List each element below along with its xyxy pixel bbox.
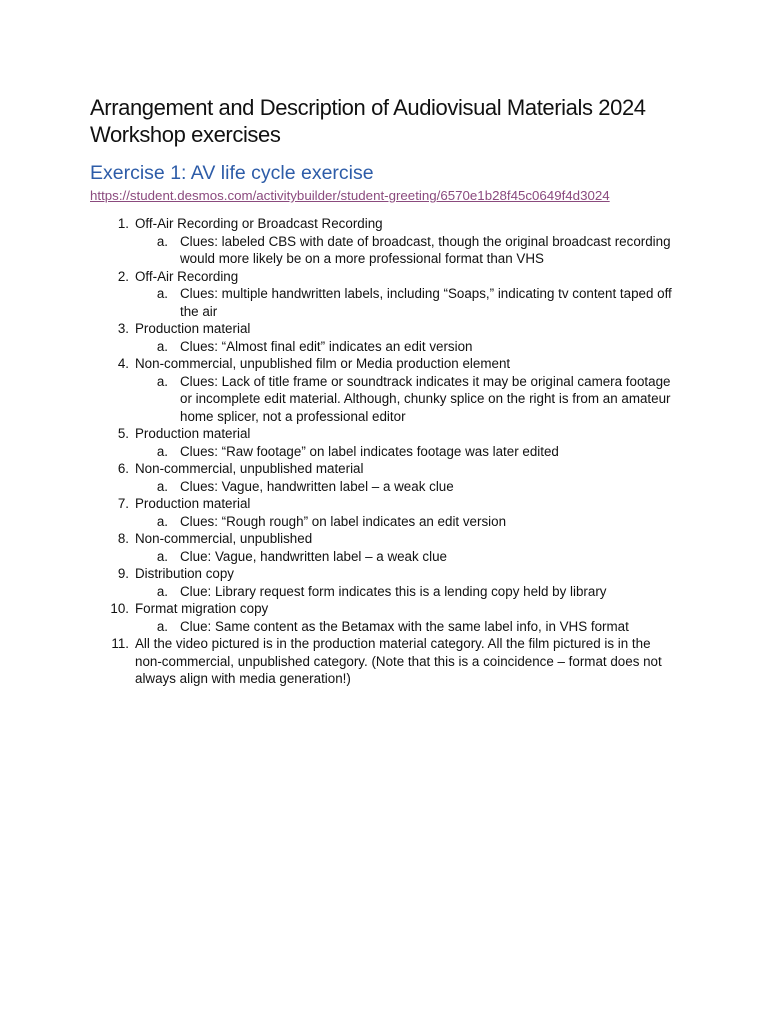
answer-item: [90, 565, 680, 600]
answer-clue-letter: a.: [156, 618, 168, 634]
answer-item-number: 9.: [117, 566, 129, 581]
answer-list: [90, 215, 680, 688]
answer-clue: [135, 443, 680, 461]
answer-clue-text: Clues: “Almost final edit” indicates an edit version: [180, 338, 473, 354]
answer-clue-letter: a.: [156, 443, 168, 459]
answer-clue-text: Clues: Vague, handwritten label – a weak clue: [180, 478, 454, 494]
answer-item: [90, 268, 680, 321]
answer-item: [90, 425, 680, 460]
answer-item-number: 4.: [117, 356, 129, 371]
answer-item-number: 2.: [117, 268, 129, 284]
answer-item-number: 10.: [110, 601, 129, 616]
document-title: [90, 94, 730, 148]
answer-item: [90, 320, 680, 355]
answer-item-text: Off-Air Recording or Broadcast Recording: [135, 216, 383, 231]
answer-item-text: Non-commercial, unpublished material: [135, 461, 364, 476]
answer-item-text: Distribution copy: [135, 566, 234, 581]
answer-item: [90, 495, 680, 530]
answer-item: [90, 460, 680, 495]
answer-item-number: 11.: [111, 636, 129, 651]
answer-clue: [135, 233, 680, 268]
answer-clue-letter: a.: [156, 548, 168, 564]
answer-clue-letter: a.: [156, 373, 168, 389]
document-title-line-2: Workshop exercises: [90, 122, 281, 147]
answer-clue: [135, 373, 680, 426]
answer-item: [90, 600, 680, 635]
answer-item-text: Non-commercial, unpublished: [135, 531, 313, 546]
answer-item: [90, 635, 680, 688]
activity-link[interactable]: https://student.desmos.com/activitybuilder/student-greeting/6570e1b28f45c0649f4d3024: [90, 188, 610, 203]
answer-clue-text: Clues: multiple handwritten labels, including “Soaps,” indicating tv content taped off the air: [180, 286, 672, 319]
answer-clue: [135, 285, 680, 320]
answer-item-text: All the video pictured is in the production material category. All the film pictured is in the non-commercial, unpublished category. (Note that this is a coincidence – format does not always align with media generation!): [135, 636, 662, 686]
answer-item-number: 7.: [117, 496, 129, 511]
answer-clue: [135, 583, 680, 601]
answer-item-text: Off-Air Recording: [135, 268, 239, 284]
answer-clue: [135, 338, 680, 356]
answer-clue-text: Clues: Lack of title frame or soundtrack indicates it may be original camera footage or incomplete edit material. Although, chunky splice on the right is from an amateur home splicer, not a professional editor: [180, 373, 671, 424]
answer-item-text: Production material: [135, 496, 251, 511]
answer-item-number: 5.: [117, 426, 129, 441]
answer-item: [90, 215, 680, 268]
answer-item-number: 8.: [117, 531, 129, 546]
answer-clue-letter: a.: [156, 513, 168, 529]
answer-item-text: Format migration copy: [135, 601, 269, 616]
answer-item-number: 1.: [117, 216, 129, 231]
answer-item-text: Production material: [135, 321, 251, 336]
answer-item-number: 3.: [117, 321, 129, 336]
answer-clue-text: Clue: Vague, handwritten label – a weak clue: [180, 548, 447, 564]
answer-clue: [135, 478, 680, 496]
answer-clue-letter: a.: [156, 583, 168, 599]
answer-clue: [135, 513, 680, 531]
answer-clue-letter: a.: [156, 286, 168, 301]
answer-item-text: Production material: [135, 426, 251, 441]
answer-clue-letter: a.: [156, 338, 168, 354]
answer-clue-text: Clues: “Raw footage” on label indicates footage was later edited: [180, 443, 559, 459]
answer-clue-letter: a.: [156, 478, 168, 494]
answer-clue: [135, 548, 680, 566]
answer-item: [90, 530, 680, 565]
answer-clue-letter: a.: [156, 233, 168, 249]
answer-clue-text: Clues: “Rough rough” on label indicates an edit version: [180, 513, 507, 529]
exercise-heading: Exercise 1: AV life cycle exercise: [90, 162, 374, 184]
answer-clue-text: Clues: labeled CBS with date of broadcast, though the original broadcast recording would more likely be on a more professional format than VHS: [180, 233, 671, 266]
answer-item-text: Non-commercial, unpublished film or Media production element: [135, 356, 511, 371]
answer-clue-text: Clue: Same content as the Betamax with the same label info, in VHS format: [180, 618, 629, 634]
answer-item-number: 6.: [117, 461, 129, 476]
answer-clue-text: Clue: Library request form indicates this is a lending copy held by library: [180, 583, 607, 599]
answer-item: [90, 355, 680, 425]
document-title-line-1: Arrangement and Description of Audiovisual Materials 2024: [90, 95, 646, 120]
answer-clue: [135, 618, 680, 636]
